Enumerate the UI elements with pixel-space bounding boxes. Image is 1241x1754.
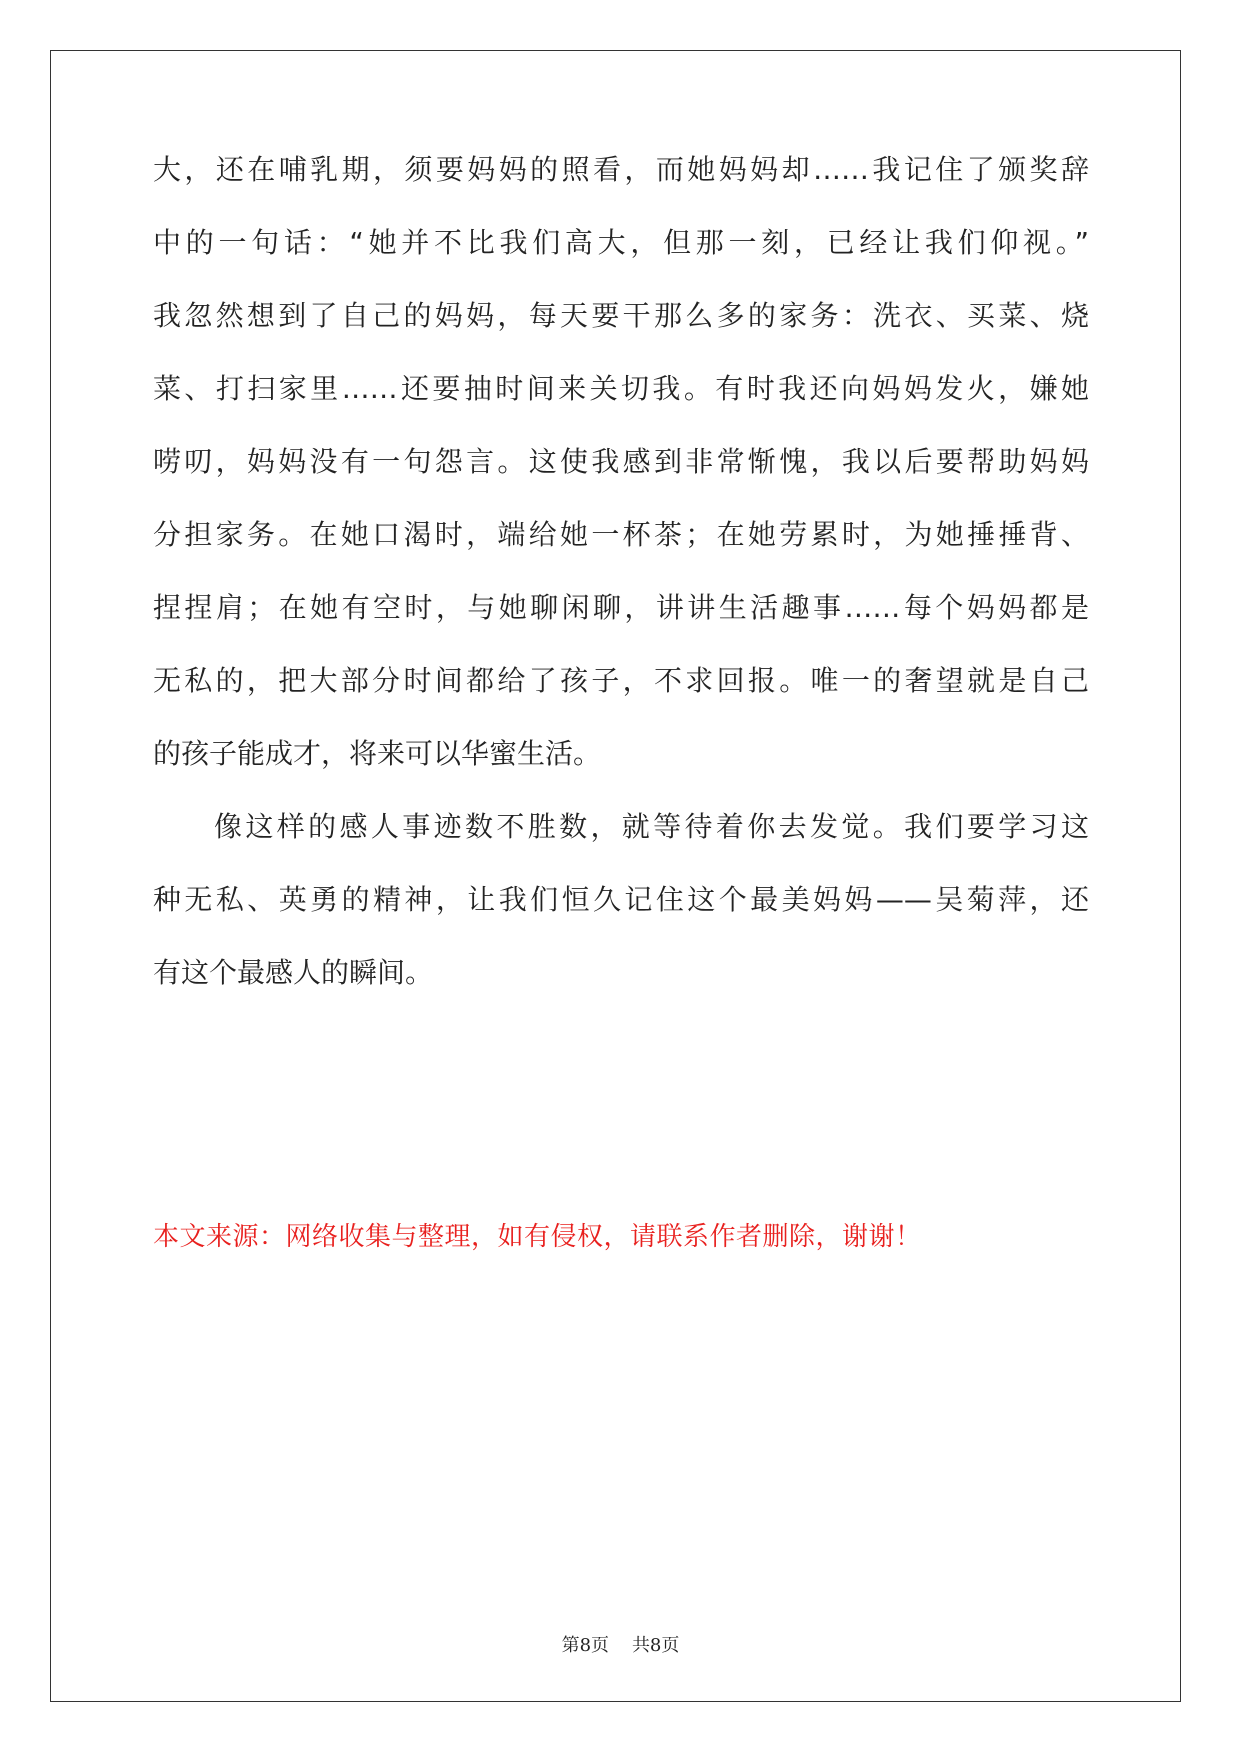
paragraph-2-line-2: 种无私、英勇的精神，让我们恒久记住这个最美妈妈——吴菊萍，还 <box>153 883 1089 916</box>
page-current: 第8页 <box>561 1635 610 1656</box>
paragraph-2-line-3: 有这个最感人的瞬间。 <box>153 956 434 989</box>
page-total: 共8页 <box>631 1635 680 1656</box>
page-footer <box>0 1634 1241 1658</box>
paragraph-1-line-8: 无私的，把大部分时间都给了孩子，不求回报。唯一的奢望就是自己 <box>153 664 1089 697</box>
paragraph-1-line-9: 的孩子能成才，将来可以华蜜生活。 <box>153 737 602 770</box>
source-note: 本文来源：网络收集与整理，如有侵权，请联系作者删除，谢谢！ <box>153 1222 922 1252</box>
paragraph-1-line-1: 大，还在哺乳期，须要妈妈的照看，而她妈妈却……我记住了颁奖辞 <box>153 153 1089 186</box>
paragraph-1-line-6: 分担家务。在她口渴时，端给她一杯茶；在她劳累时，为她捶捶背、 <box>153 518 1089 551</box>
paragraph-1-line-3: 我忽然想到了自己的妈妈，每天要干那么多的家务：洗衣、买菜、烧 <box>153 299 1089 332</box>
paragraph-2-line-1: 像这样的感人事迹数不胜数，就等待着你去发觉。我们要学习这 <box>214 810 1089 843</box>
paragraph-1-line-4: 菜、打扫家里……还要抽时间来关切我。有时我还向妈妈发火，嫌她 <box>153 372 1089 405</box>
paragraph-1-line-7: 捏捏肩；在她有空时，与她聊闲聊，讲讲生活趣事……每个妈妈都是 <box>153 591 1089 624</box>
paragraph-1-line-5: 唠叨，妈妈没有一句怨言。这使我感到非常惭愧，我以后要帮助妈妈 <box>153 445 1089 478</box>
paragraph-1-line-2: 中的一句话：“她并不比我们高大，但那一刻，已经让我们仰视。” <box>153 226 1089 259</box>
